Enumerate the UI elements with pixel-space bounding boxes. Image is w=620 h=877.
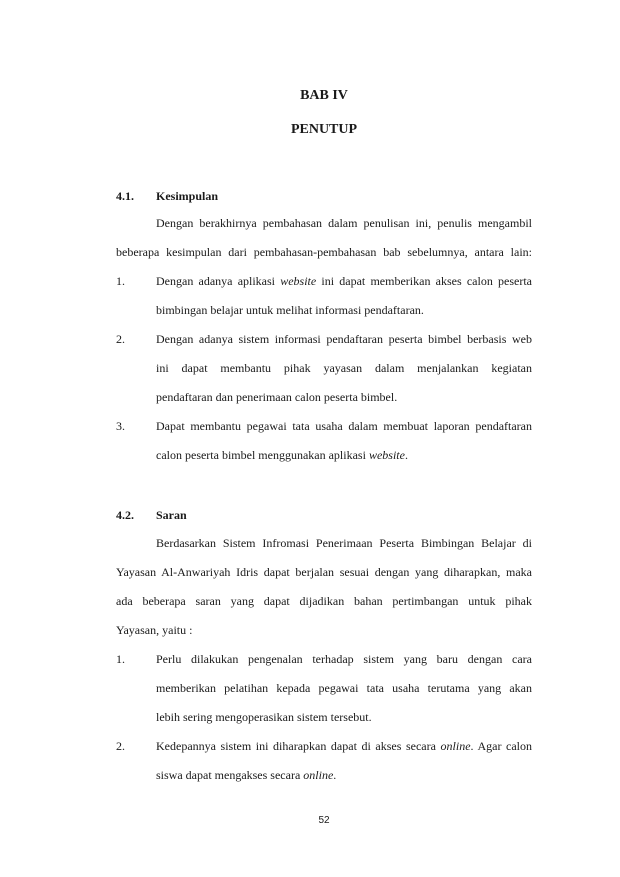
list-number: 2. bbox=[116, 739, 125, 753]
section-number: 4.2. bbox=[116, 508, 134, 522]
paragraph-line: beberapa kesimpulan dari pembahasan-pembahasan bab sebelumnya, antara lain: bbox=[116, 245, 532, 259]
list-item-line: Dengan adanya sistem informasi pendaftaran peserta bimbel berbasis web bbox=[156, 332, 532, 346]
list-item-line: Perlu dilakukan pengenalan terhadap sistem yang baru dengan cara bbox=[156, 652, 532, 666]
section-heading: Kesimpulan bbox=[156, 189, 219, 203]
chapter-label: BAB IV bbox=[300, 88, 348, 103]
list-item-line: memberikan pelatihan kepada pegawai tata usaha terutama yang akan bbox=[156, 681, 532, 695]
list-item-line: lebih sering mengoperasikan sistem tersebut. bbox=[156, 710, 372, 724]
page-number: 52 bbox=[318, 815, 330, 826]
list-item-line: Dengan adanya aplikasi website ini dapat memberikan akses calon peserta bbox=[156, 274, 532, 288]
paragraph-line: Yayasan, yaitu : bbox=[116, 623, 193, 637]
list-item-line: bimbingan belajar untuk melihat informasi pendaftaran. bbox=[156, 303, 424, 317]
paragraph-line: Berdasarkan Sistem Infromasi Penerimaan Peserta Bimbingan Belajar di bbox=[156, 536, 532, 550]
paragraph-line: ada beberapa saran yang dapat dijadikan bahan pertimbangan untuk pihak bbox=[116, 594, 532, 608]
list-item-line: Kedepannya sistem ini diharapkan dapat di akses secara online. Agar calon bbox=[156, 739, 532, 753]
list-item-line: pendaftaran dan penerimaan calon peserta bimbel. bbox=[156, 390, 398, 404]
list-number: 1. bbox=[116, 652, 125, 666]
list-item-line: calon peserta bimbel menggunakan aplikasi website. bbox=[156, 448, 408, 462]
list-number: 2. bbox=[116, 332, 125, 346]
paragraph-line: Yayasan Al-Anwariyah Idris dapat berjalan sesuai dengan yang diharapkan, maka bbox=[116, 565, 532, 579]
list-item-line: ini dapat membantu pihak yayasan dalam menjalankan kegiatan bbox=[156, 361, 532, 375]
paragraph-line: Dengan berakhirnya pembahasan dalam penulisan ini, penulis mengambil bbox=[156, 216, 532, 230]
chapter-title: PENUTUP bbox=[290, 122, 358, 137]
list-number: 3. bbox=[116, 419, 125, 433]
list-number: 1. bbox=[116, 274, 125, 288]
section-number: 4.1. bbox=[116, 189, 134, 203]
list-item-line: siswa dapat mengakses secara online. bbox=[156, 768, 337, 782]
list-item-line: Dapat membantu pegawai tata usaha dalam membuat laporan pendaftaran bbox=[156, 419, 532, 433]
section-heading: Saran bbox=[156, 508, 187, 522]
